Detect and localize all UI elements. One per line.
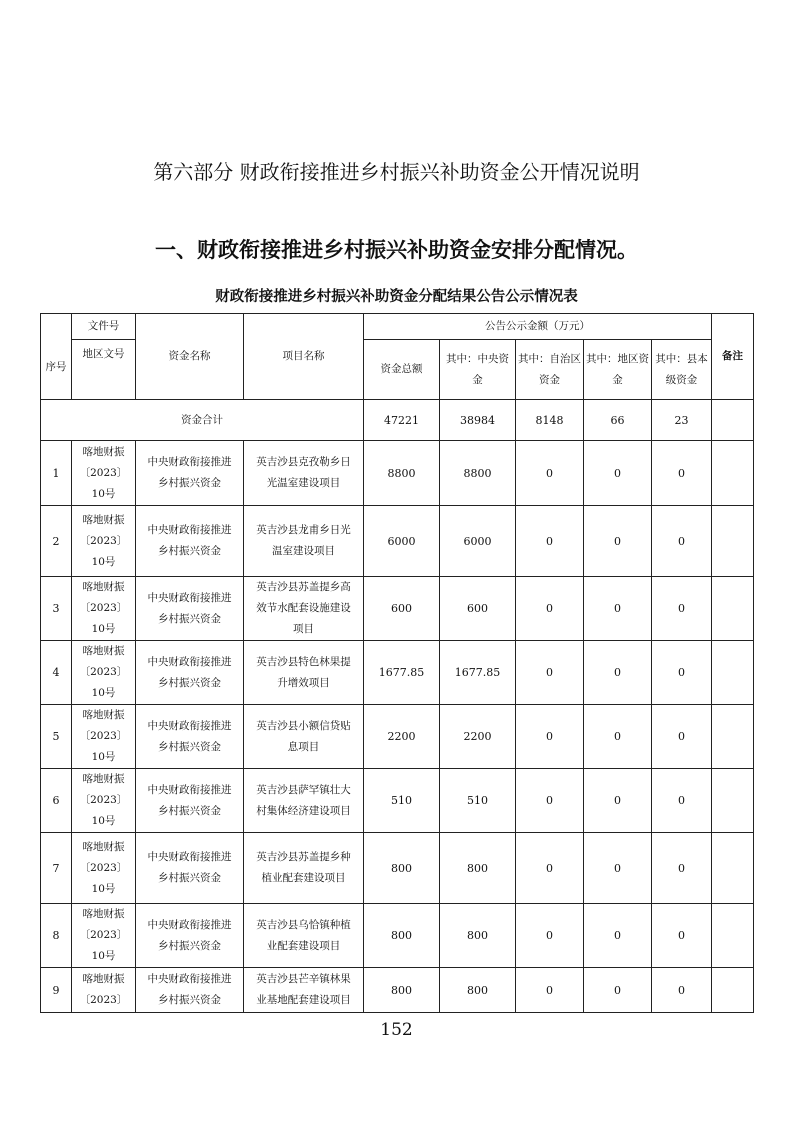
row-central: 800 — [440, 904, 516, 968]
row-fund-name: 中央财政衔接推进乡村振兴资金 — [136, 441, 244, 506]
row-seq: 6 — [41, 769, 72, 833]
row-project-name: 英吉沙县乌恰镇种植业配套建设项目 — [244, 904, 364, 968]
amount-group-header: 公告公示金额（万元） — [364, 314, 712, 340]
row-central: 800 — [440, 968, 516, 1013]
remark-header: 备注 — [712, 314, 754, 400]
row-autonomous: 0 — [516, 833, 584, 904]
row-central: 6000 — [440, 506, 516, 577]
seq-header: 序号 — [41, 314, 72, 400]
table-row — [41, 833, 754, 904]
row-total: 8800 — [364, 441, 440, 506]
table-row — [41, 968, 754, 1013]
row-project-name: 英吉沙县萨罕镇壮大村集体经济建设项目 — [244, 769, 364, 833]
row-project-name: 英吉沙县小额信贷贴息项目 — [244, 705, 364, 769]
row-seq: 3 — [41, 577, 72, 641]
row-seq: 8 — [41, 904, 72, 968]
total-county: 23 — [652, 400, 712, 441]
row-autonomous: 0 — [516, 441, 584, 506]
autonomous-header: 其中：自治区资金 — [516, 340, 584, 400]
doc-no-header: 文件号 — [72, 314, 136, 340]
row-region-doc: 喀地财振〔2023〕10号 — [72, 641, 136, 705]
row-county: 0 — [652, 904, 712, 968]
row-total: 600 — [364, 577, 440, 641]
row-central: 2200 — [440, 705, 516, 769]
part-title: 第六部分 财政衔接推进乡村振兴补助资金公开情况说明 — [153, 160, 640, 184]
row-autonomous: 0 — [516, 968, 584, 1013]
page-number: 152 — [380, 1020, 413, 1040]
row-prefecture: 0 — [584, 577, 652, 641]
row-central: 1677.85 — [440, 641, 516, 705]
table-title: 财政衔接推进乡村振兴补助资金分配结果公告公示情况表 — [215, 289, 578, 305]
total-autonomous: 8148 — [516, 400, 584, 441]
row-prefecture: 0 — [584, 705, 652, 769]
row-region-doc: 喀地财振〔2023〕10号 — [72, 904, 136, 968]
row-project-name: 英吉沙县克孜勒乡日光温室建设项目 — [244, 441, 364, 506]
row-remark — [712, 968, 754, 1013]
row-remark — [712, 641, 754, 705]
row-county: 0 — [652, 705, 712, 769]
row-region-doc: 喀地财振〔2023〕10号 — [72, 833, 136, 904]
table-row — [41, 769, 754, 833]
row-central: 8800 — [440, 441, 516, 506]
total-prefecture: 66 — [584, 400, 652, 441]
table-row — [41, 506, 754, 577]
row-seq: 7 — [41, 833, 72, 904]
row-prefecture: 0 — [584, 641, 652, 705]
row-region-doc: 喀地财振〔2023〕10号 — [72, 506, 136, 577]
row-prefecture: 0 — [584, 441, 652, 506]
total-row — [41, 400, 754, 441]
row-fund-name: 中央财政衔接推进乡村振兴资金 — [136, 641, 244, 705]
row-fund-name: 中央财政衔接推进乡村振兴资金 — [136, 577, 244, 641]
row-remark — [712, 769, 754, 833]
total-amount: 47221 — [364, 400, 440, 441]
row-prefecture: 0 — [584, 968, 652, 1013]
row-remark — [712, 904, 754, 968]
row-region-doc: 喀地财振〔2023〕10号 — [72, 441, 136, 506]
row-fund-name: 中央财政衔接推进乡村振兴资金 — [136, 968, 244, 1013]
row-county: 0 — [652, 506, 712, 577]
row-autonomous: 0 — [516, 577, 584, 641]
row-total: 800 — [364, 833, 440, 904]
row-remark — [712, 705, 754, 769]
table-row — [41, 705, 754, 769]
row-seq: 4 — [41, 641, 72, 705]
row-remark — [712, 441, 754, 506]
row-total: 6000 — [364, 506, 440, 577]
row-seq: 2 — [41, 506, 72, 577]
row-region-doc: 喀地财振〔2023〕10号 — [72, 705, 136, 769]
row-total: 510 — [364, 769, 440, 833]
row-project-name: 英吉沙县特色林果提升增效项目 — [244, 641, 364, 705]
total-remark — [712, 400, 754, 441]
fund-name-header: 资金名称 — [136, 314, 244, 400]
row-seq: 5 — [41, 705, 72, 769]
row-autonomous: 0 — [516, 904, 584, 968]
row-central: 600 — [440, 577, 516, 641]
total-header: 资金总额 — [364, 340, 440, 400]
row-prefecture: 0 — [584, 904, 652, 968]
row-fund-name: 中央财政衔接推进乡村振兴资金 — [136, 506, 244, 577]
allocation-table — [40, 313, 754, 1013]
row-county: 0 — [652, 641, 712, 705]
row-autonomous: 0 — [516, 705, 584, 769]
row-central: 510 — [440, 769, 516, 833]
row-central: 800 — [440, 833, 516, 904]
region-doc-header: 地区文号 — [72, 340, 136, 400]
row-fund-name: 中央财政衔接推进乡村振兴资金 — [136, 904, 244, 968]
row-county: 0 — [652, 577, 712, 641]
row-remark — [712, 833, 754, 904]
row-project-name: 英吉沙县芒辛镇林果业基地配套建设项目 — [244, 968, 364, 1013]
central-header: 其中：中央资金 — [440, 340, 516, 400]
row-seq: 1 — [41, 441, 72, 506]
row-seq: 9 — [41, 968, 72, 1013]
table-row — [41, 577, 754, 641]
row-remark — [712, 506, 754, 577]
row-county: 0 — [652, 769, 712, 833]
row-fund-name: 中央财政衔接推进乡村振兴资金 — [136, 769, 244, 833]
county-header: 其中：县本级资金 — [652, 340, 712, 400]
prefecture-header: 其中：地区资金 — [584, 340, 652, 400]
row-prefecture: 0 — [584, 769, 652, 833]
row-project-name: 英吉沙县龙甫乡日光温室建设项目 — [244, 506, 364, 577]
row-autonomous: 0 — [516, 506, 584, 577]
row-region-doc: 喀地财振〔2023〕10号 — [72, 769, 136, 833]
row-total: 800 — [364, 968, 440, 1013]
row-county: 0 — [652, 441, 712, 506]
row-county: 0 — [652, 968, 712, 1013]
row-fund-name: 中央财政衔接推进乡村振兴资金 — [136, 833, 244, 904]
total-central: 38984 — [440, 400, 516, 441]
row-region-doc: 喀地财振〔2023〕10号 — [72, 577, 136, 641]
row-county: 0 — [652, 833, 712, 904]
row-prefecture: 0 — [584, 833, 652, 904]
row-prefecture: 0 — [584, 506, 652, 577]
row-project-name: 英吉沙县苏盖提乡种植业配套建设项目 — [244, 833, 364, 904]
row-autonomous: 0 — [516, 769, 584, 833]
row-remark — [712, 577, 754, 641]
total-label: 资金合计 — [41, 400, 364, 441]
table-row — [41, 904, 754, 968]
section-title: 一、财政衔接推进乡村振兴补助资金安排分配情况。 — [155, 238, 638, 262]
row-fund-name: 中央财政衔接推进乡村振兴资金 — [136, 705, 244, 769]
row-autonomous: 0 — [516, 641, 584, 705]
row-project-name: 英吉沙县苏盖提乡高效节水配套设施建设项目 — [244, 577, 364, 641]
table-row — [41, 641, 754, 705]
row-total: 2200 — [364, 705, 440, 769]
table-row — [41, 441, 754, 506]
row-total: 1677.85 — [364, 641, 440, 705]
row-total: 800 — [364, 904, 440, 968]
project-name-header: 项目名称 — [244, 314, 364, 400]
row-region-doc: 喀地财振〔2023〕 — [72, 968, 136, 1013]
